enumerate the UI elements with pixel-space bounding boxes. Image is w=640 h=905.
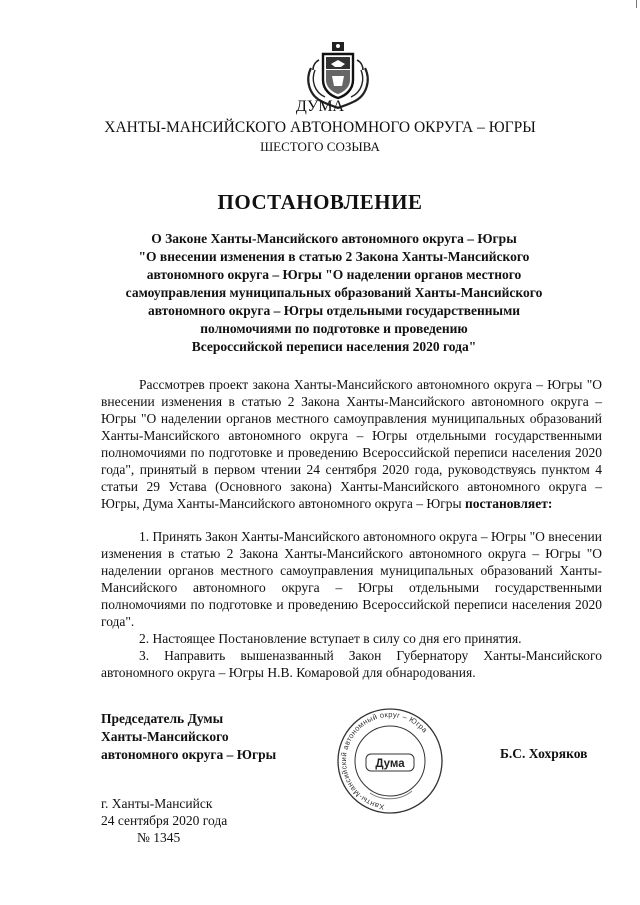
signatory-title-line: Председатель Думы — [101, 711, 224, 726]
document-subject — [96, 230, 572, 356]
preamble-text: Рассмотрев проект закона Ханты-Мансийского автономного округа – Югры "О внесении изменения в статью 2 Закона Ханты-Мансийского автономного округа – Югры "О наделении органов местного самоуправления муниципальных образований Ханты-Мансийского автономного округа – Югры отдельными государственными полномочиями по подготовке и проведению Всероссийской переписи населения 2020 года", принятый в первом чтении 24 сентября 2020 года, руководствуясь пунктом 4 статьи 29 Устава (Основного закона) Ханты-Мансийского автономного округа – Югры, Дума Ханты-Мансийского автономного округа – Югры — [101, 377, 602, 511]
subject-line: самоуправления муниципальных образований Ханты-Мансийского — [125, 285, 543, 300]
document-body — [101, 376, 602, 681]
preamble-paragraph — [101, 376, 602, 512]
signatory-title — [101, 710, 276, 764]
place-of-issue: г. Ханты-Мансийск — [101, 796, 213, 811]
document-number: № 1345 — [137, 830, 181, 845]
document-type-title: ПОСТАНОВЛЕНИЕ — [217, 190, 423, 214]
signatory-title-line: Ханты-Мансийского — [101, 729, 229, 744]
scan-mark — [636, 0, 637, 8]
official-seal-stamp — [330, 705, 450, 817]
resolution-item-3: 3. Направить вышеназванный Закон Губернатору Ханты-Мансийского автономного округа – Югры Н.В. Комаровой для обнародования. — [101, 648, 602, 680]
resolution-item-1: 1. Принять Закон Ханты-Мансийского автономного округа – Югры "О внесении изменения в статью 2 Закона Ханты-Мансийского автономного округа – Югры "О наделении органов местного самоуправления муниципальных образований Ханты-Мансийского автономного округа – Югры отдельными государственными полномочиями по подготовке и проведению Всероссийской переписи населения 2020 года". — [101, 529, 602, 629]
subject-line: автономного округа – Югры "О наделении органов местного — [146, 267, 522, 282]
convocation: ШЕСТОГО СОЗЫВА — [260, 139, 380, 154]
signatory-name: Б.С. Хохряков — [500, 746, 588, 761]
subject-line: "О внесении изменения в статью 2 Закона Ханты-Мансийского — [138, 249, 530, 264]
subject-line: О Законе Ханты-Мансийского автономного округа – Югры — [151, 231, 517, 246]
subject-line: полномочиями по подготовке и проведению — [200, 321, 468, 336]
issuer-region: ХАНТЫ-МАНСИЙСКОГО АВТОНОМНОГО ОКРУГА – ЮГРЫ — [104, 119, 536, 136]
resolution-item-2: 2. Настоящее Постановление вступает в силу со дня его принятия. — [139, 631, 522, 646]
issuer-name: ДУМА — [295, 98, 345, 115]
seal-center-text: Дума — [375, 758, 405, 770]
document-meta — [101, 795, 227, 846]
date-of-issue: 24 сентября 2020 года — [101, 813, 228, 828]
seal-ring-text: Ханты-Мансийский автономный округ – Югра — [339, 709, 430, 812]
decides-word: постановляет: — [464, 496, 553, 511]
subject-line: автономного округа – Югры отдельными государственными — [147, 303, 521, 318]
signatory-title-line: автономного округа – Югры — [101, 747, 277, 762]
subject-line: Всероссийской переписи населения 2020 года" — [191, 339, 477, 354]
